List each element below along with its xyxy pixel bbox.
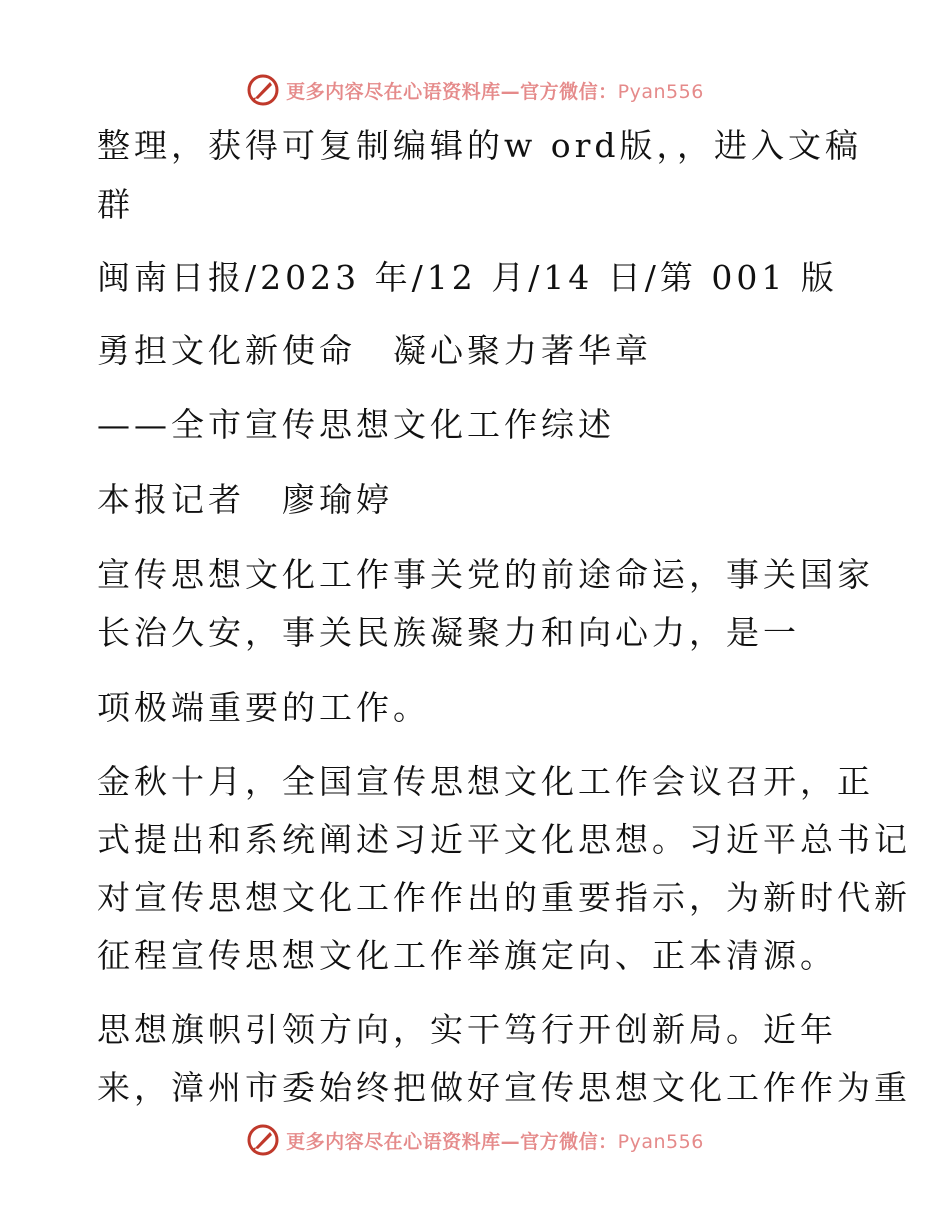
text-line: 项极端重要的工作。	[97, 688, 430, 727]
text-line: 长治久安，事关民族凝聚力和向心力，是一	[97, 613, 800, 652]
text-line: 金秋十月，全国宣传思想文化工作会议召开，正	[97, 762, 874, 801]
text-line: 整理，获得可复制编辑的w ord版，，进入文稿	[97, 126, 863, 165]
text-line: 宣传思想文化工作事关党的前途命运，事关国家	[97, 555, 874, 594]
watermark-text: 更多内容尽在心语资料库—官方微信：Pyan556	[286, 80, 704, 103]
dateline: 闽南日报/2023 年/12 月/14 日/第 001 版	[97, 258, 838, 297]
text-line: 来，漳州市委始终把做好宣传思想文化工作作为重	[97, 1068, 911, 1107]
watermark-text: 更多内容尽在心语资料库—官方微信：Pyan556	[286, 1130, 704, 1153]
text-line: 群	[97, 185, 134, 224]
text-line: 征程宣传思想文化工作举旗定向、正本清源。	[97, 936, 837, 975]
article-byline: 本报记者 廖瑜婷	[97, 480, 393, 519]
text-line: 式提出和系统阐述习近平文化思想。习近平总书记	[97, 820, 911, 859]
feather-pen-seal-icon	[246, 1123, 280, 1157]
article-title: 勇担文化新使命 凝心聚力著华章	[97, 331, 652, 370]
text-line: 对宣传思想文化工作作出的重要指示，为新时代新	[97, 878, 911, 917]
article-subtitle: ——全市宣传思想文化工作综述	[97, 405, 615, 444]
footer-watermark	[0, 1120, 950, 1160]
text-line: 思想旗帜引领方向，实干笃行开创新局。近年	[97, 1010, 837, 1049]
